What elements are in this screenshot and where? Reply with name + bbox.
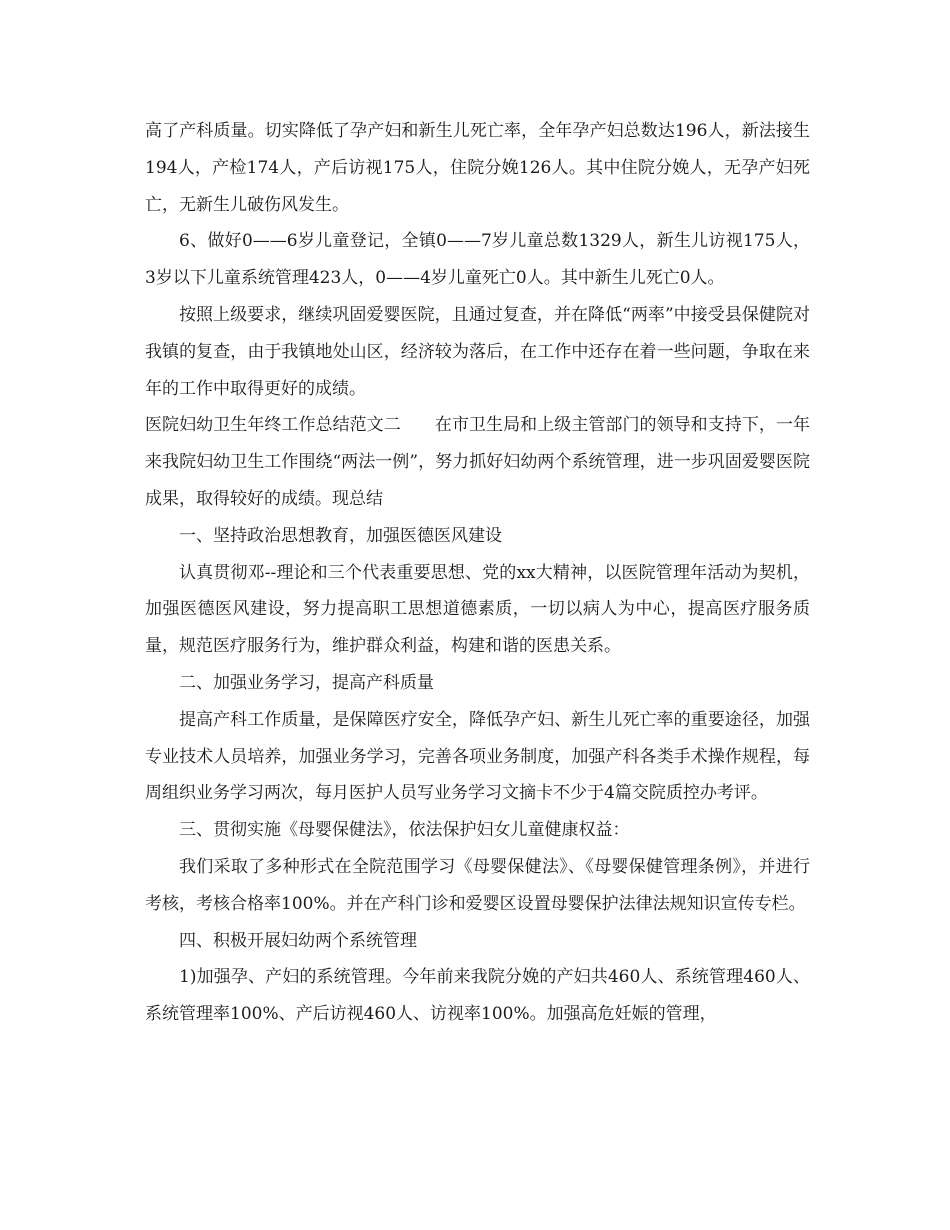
paragraph-12: 1)加强孕、产妇的系统管理。今年前来我院分娩的产妇共460人、系统管理460人、系统管理率100%、产后访视460人、访视率100%。加强高危妊娠的管理， bbox=[145, 967, 810, 1025]
document-page bbox=[145, 113, 810, 1033]
paragraph-2: 6、做好0——6岁儿童登记，全镇0——7岁儿童总数1329人，新生儿访视175人，3岁以下儿童系统管理423人，0——4岁儿童死亡0人。其中新生儿死亡0人。 bbox=[145, 231, 810, 289]
paragraph-4-section-title: 医院妇幼卫生年终工作总结范文二 在市卫生局和上级主管部门的领导和支持下，一年来我院妇幼卫生工作围绕“两法一例”，努力抓好妇幼两个系统管理，进一步巩固爱婴医院成果，取得较好的成绩。现总结 bbox=[145, 415, 810, 509]
paragraph-8: 提高产科工作质量，是保障医疗安全，降低孕产妇、新生儿死亡率的重要途径，加强专业技术人员培养，加强业务学习，完善各项业务制度，加强产科各类手术操作规程，每周组织业务学习两次，每月医护人员写业务学习文摘卡不少于4篇交院质控办考评。 bbox=[145, 709, 810, 804]
paragraph-3: 按照上级要求，继续巩固爱婴医院，且通过复查，并在降低“两率”中接受县保健院对我镇的复查，由于我镇地处山区，经济较为落后，在工作中还存在着一些问题，争取在来年的工作中取得更好的成绩。 bbox=[145, 304, 810, 399]
paragraph-10: 我们采取了多种形式在全院范围学习《母婴保健法》、《母婴保健管理条例》，并进行考核，考核合格率100%。并在产科门诊和爱婴区设置母婴保护法律法规知识宣传专栏。 bbox=[145, 856, 810, 914]
paragraph-6: 认真贯彻邓--理论和三个代表重要思想、党的xx大精神，以医院管理年活动为契机，加强医德医风建设，努力提高职工思想道德素质，一切以病人为中心，提高医疗服务质量，规范医疗服务行为，维护群众利益，构建和谐的医患关系。 bbox=[145, 562, 810, 657]
section-heading-3: 三、贯彻实施《母婴保健法》，依法保护妇女儿童健康权益： bbox=[179, 820, 630, 841]
section-heading-2: 二、加强业务学习，提高产科质量 bbox=[179, 672, 434, 693]
section-heading-4: 四、积极开展妇幼两个系统管理 bbox=[179, 930, 417, 951]
paragraph-1: 高了产科质量。切实降低了孕产妇和新生儿死亡率，全年孕产妇总数达196人，新法接生194人，产检174人，产后访视175人，住院分娩126人。其中住院分娩人，无孕产妇死亡，无新生儿破伤风发生。 bbox=[145, 121, 810, 215]
section-heading-1: 一、坚持政治思想教育，加强医德医风建设 bbox=[179, 525, 502, 546]
